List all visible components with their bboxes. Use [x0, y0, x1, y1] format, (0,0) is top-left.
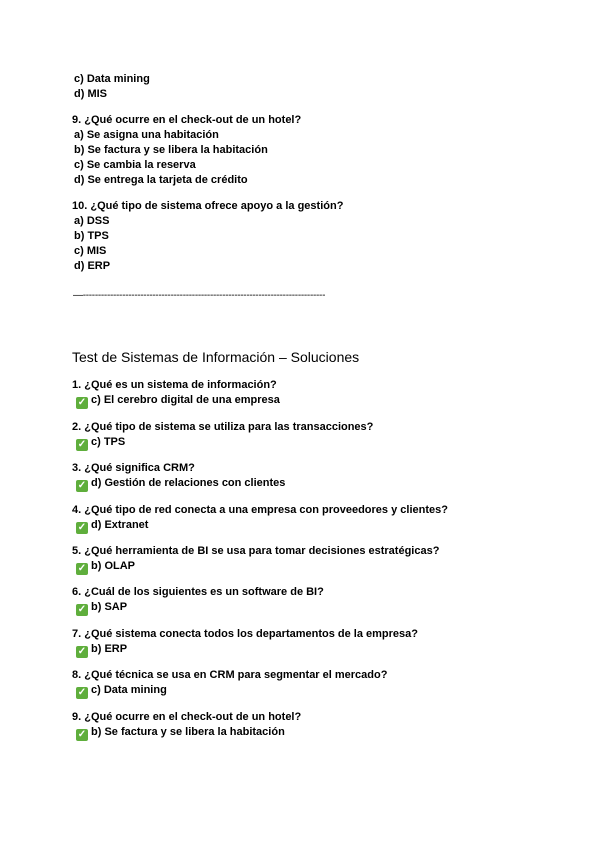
solution-1-question: 1. ¿Qué es un sistema de información? [72, 379, 277, 391]
check-mark-icon: ✓ [77, 729, 87, 740]
solution-8-question: 8. ¿Qué técnica se usa en CRM para segmentar el mercado? [72, 669, 388, 681]
check-mark-icon: ✓ [77, 439, 87, 450]
solution-5-question: 5. ¿Qué herramienta de BI se usa para tomar decisiones estratégicas? [72, 545, 440, 557]
check-mark-icon: ✓ [77, 687, 87, 698]
solution-2-question: 2. ¿Qué tipo de sistema se utiliza para las transacciones? [72, 421, 374, 433]
solution-4-answer: ✓ d) Extranet [77, 519, 149, 533]
q10-option-a: a) DSS [74, 215, 110, 227]
q10-option-c: c) MIS [74, 245, 107, 257]
solution-6-answer: ✓ b) SAP [77, 601, 128, 615]
check-mark-icon: ✓ [77, 604, 87, 615]
q10-option-d: d) ERP [74, 260, 111, 272]
check-mark-icon: ✓ [77, 563, 87, 574]
solution-7-question: 7. ¿Qué sistema conecta todos los departamentos de la empresa? [72, 628, 419, 640]
q9-option-b: b) Se factura y se libera la habitación [74, 144, 268, 156]
solution-7-answer: ✓ b) ERP [77, 643, 128, 657]
solutions-title: Test de Sistemas de Información – Soluciones [72, 349, 360, 365]
solution-4-question: 4. ¿Qué tipo de red conecta a una empresa con proveedores y clientes? [72, 504, 448, 516]
check-mark-icon: ✓ [77, 646, 87, 657]
solution-9-question: 9. ¿Qué ocurre en el check-out de un hotel? [72, 711, 302, 723]
solution-8-answer: ✓ c) Data mining [77, 684, 167, 698]
separator-line: —-------------------------------------------------------------------------------- [73, 290, 326, 301]
q9-option-c: c) Se cambia la reserva [74, 159, 196, 171]
solution-5-answer: ✓ b) OLAP [77, 560, 135, 574]
q9-question: 9. ¿Qué ocurre en el check-out de un hotel? [72, 114, 302, 126]
solution-3-question: 3. ¿Qué significa CRM? [72, 462, 195, 474]
q9-option-d: d) Se entrega la tarjeta de crédito [74, 174, 248, 186]
q8-option-d: d) MIS [74, 88, 107, 100]
solution-6-question: 6. ¿Cuál de los siguientes es un software de BI? [72, 586, 324, 598]
q8-option-c: c) Data mining [74, 73, 150, 85]
solution-9-answer: ✓ b) Se factura y se libera la habitación [77, 726, 285, 740]
q9-option-a: a) Se asigna una habitación [74, 129, 219, 141]
solution-1-answer: ✓ c) El cerebro digital de una empresa [77, 394, 280, 408]
check-mark-icon: ✓ [77, 522, 87, 533]
q10-question: 10. ¿Qué tipo de sistema ofrece apoyo a la gestión? [72, 200, 344, 212]
q10-option-b: b) TPS [74, 230, 109, 242]
check-mark-icon: ✓ [77, 480, 87, 491]
solution-3-answer: ✓ d) Gestión de relaciones con clientes [77, 477, 286, 491]
solution-2-answer: ✓ c) TPS [77, 436, 126, 450]
check-mark-icon: ✓ [77, 397, 87, 408]
